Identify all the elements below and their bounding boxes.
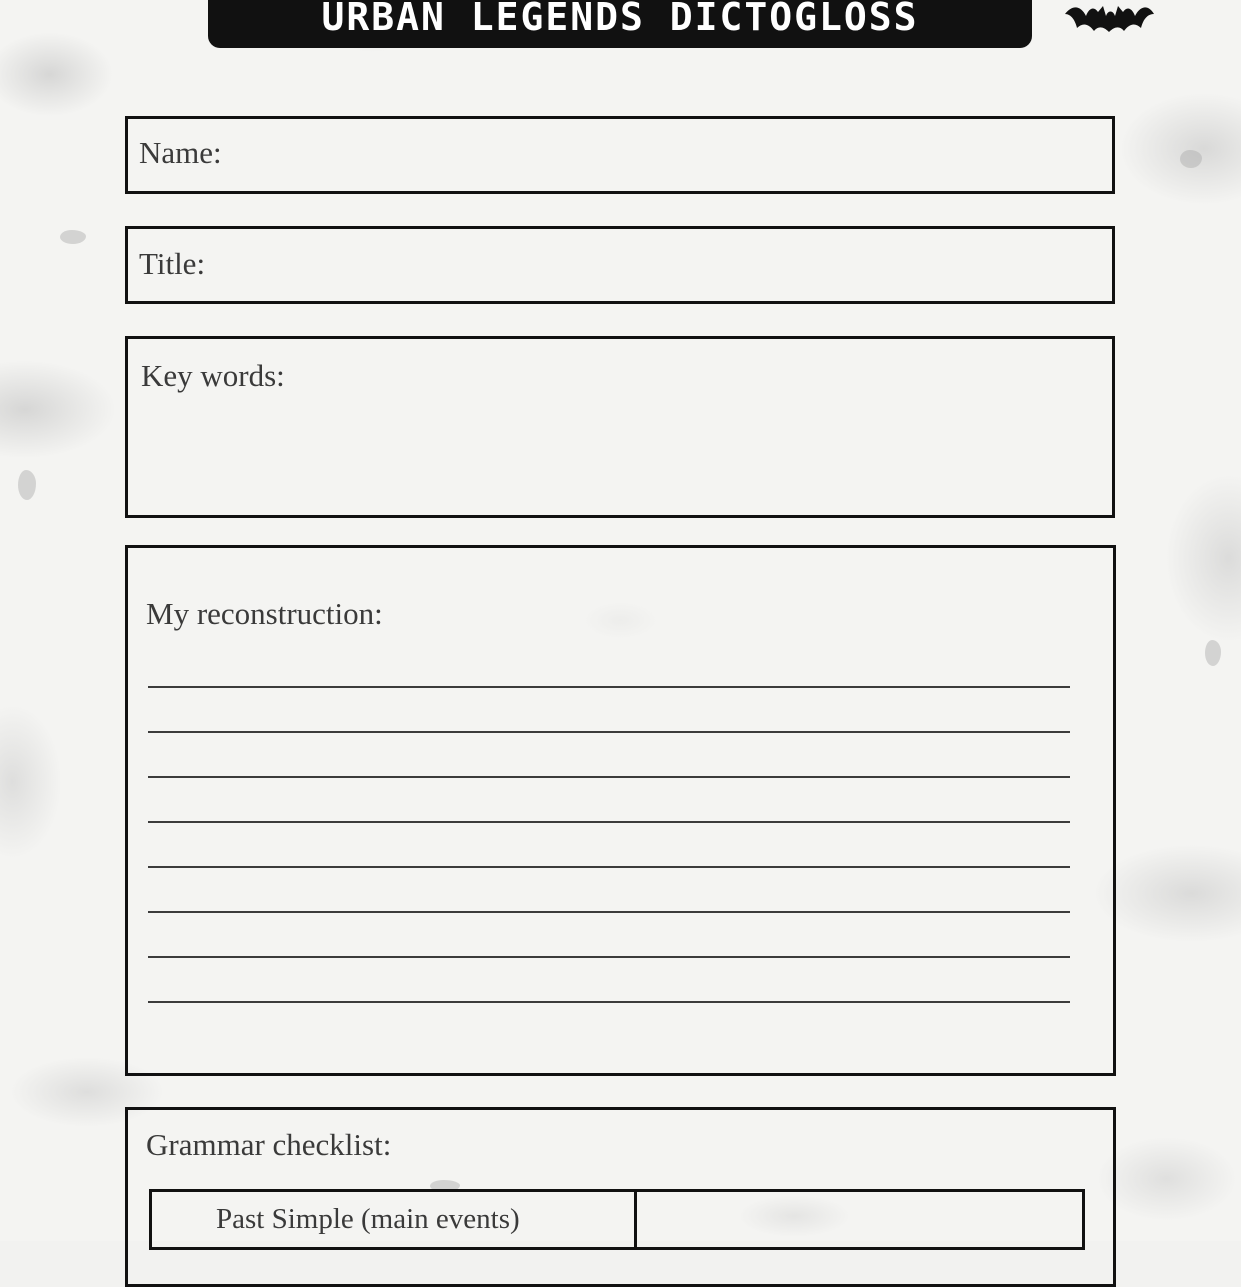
writing-line xyxy=(148,1001,1070,1003)
name-field-box[interactable] xyxy=(125,116,1115,194)
title-field-box[interactable] xyxy=(125,226,1115,304)
page-title-banner xyxy=(208,0,1032,48)
page-title: URBAN LEGENDS DICTOGLOSS xyxy=(321,0,919,39)
name-field-label: Name: xyxy=(139,135,222,170)
grammar-checklist-label: Grammar checklist: xyxy=(146,1127,392,1162)
keywords-field-label: Key words: xyxy=(141,358,285,393)
writing-line xyxy=(148,776,1070,778)
writing-line xyxy=(148,956,1070,958)
writing-line xyxy=(148,821,1070,823)
title-field-label: Title: xyxy=(139,246,206,281)
reconstruction-field-label: My reconstruction: xyxy=(146,596,383,631)
writing-line xyxy=(148,686,1070,688)
grammar-item-checkcell[interactable] xyxy=(636,1191,1084,1249)
writing-line xyxy=(148,866,1070,868)
writing-line xyxy=(148,731,1070,733)
writing-line xyxy=(148,911,1070,913)
reconstruction-writing-lines xyxy=(148,686,1070,1003)
table-row[interactable] xyxy=(151,1191,1084,1249)
bat-icon xyxy=(1063,0,1155,46)
grammar-item-label: Past Simple (main events) xyxy=(151,1191,636,1249)
